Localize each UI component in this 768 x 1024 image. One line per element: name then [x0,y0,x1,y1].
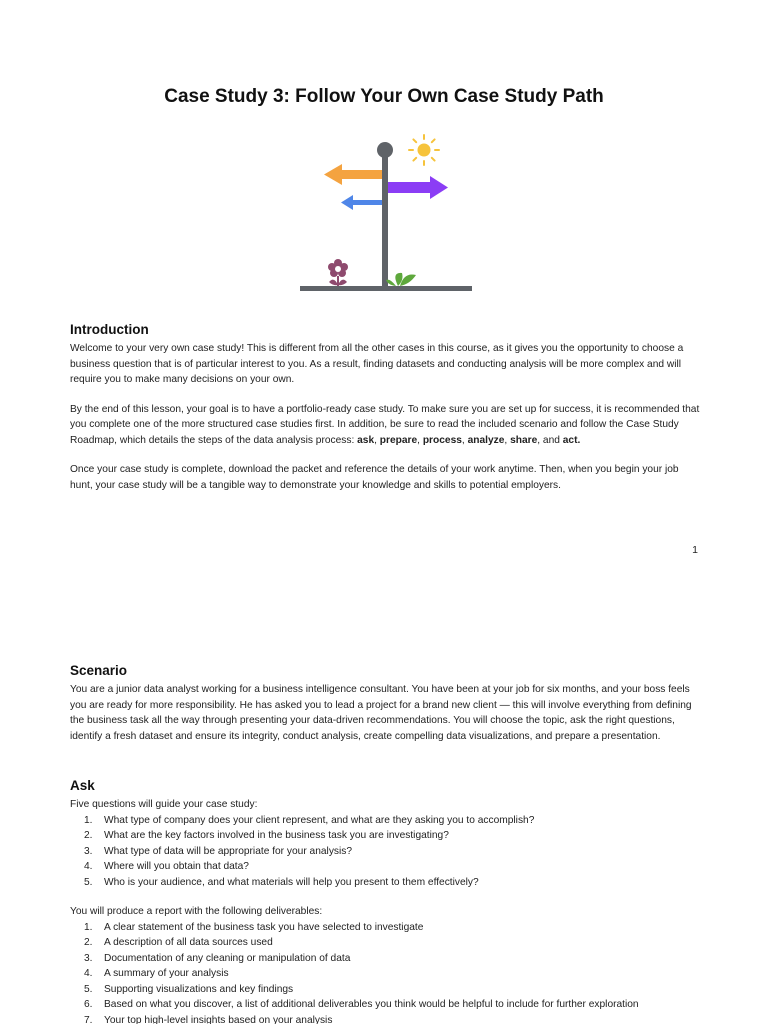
deliverables-intro: You will produce a report with the following deliverables: [70,906,323,917]
deliverables-list [70,920,700,1024]
introduction-section [70,322,700,493]
list-item [70,813,700,829]
questions-list [70,813,700,891]
list-item-text: What type of data will be appropriate for your analysis? [104,845,353,857]
list-item [70,920,700,936]
list-item-text: What type of company does your client represent, and what are they asking you to accomplish? [104,814,535,826]
list-item-text: A clear statement of the business task you have selected to investigate [104,921,424,933]
step-act: act. [562,434,581,446]
ask-section [70,778,700,1024]
scenario-section [70,663,700,744]
step-share: share [510,434,538,446]
list-item-number: 1. [84,814,93,826]
step-prepare: prepare [379,434,418,446]
list-item [70,951,700,967]
list-item-text: Supporting visualizations and key findings [104,983,294,995]
list-item [70,859,700,875]
list-item-number: 2. [84,937,93,948]
step-ask: ask [357,434,375,446]
list-item-number: 5. [84,876,93,888]
scenario-heading: Scenario [70,663,128,678]
list-item [70,982,700,998]
step-analyze: analyze [467,434,505,446]
signpost-illustration [296,132,476,300]
flower-icon [328,259,348,286]
list-item [70,997,700,1013]
list-item-text: A description of all data sources used [104,937,273,948]
list-item-text: Documentation of any cleaning or manipulation of data [104,952,351,964]
list-item-number: 1. [84,921,93,933]
sun-icon [409,135,439,165]
scenario-paragraph: You are a junior data analyst working for a business intelligence consultant. You have been at your job for six months, and your boss feels you are ready for more responsibility. He has asked you to lead a project for a brand new client — this will involve everything from defining the business task all the way through presenting your data-driven recommendations. You will choose the topic, ask the right questions, identify a fresh dataset and ensure its integrity, conduct analysis, create compelling data visualizations, and prepare a presentation. [70,684,692,742]
list-item-number: 4. [84,861,93,872]
page-title: Case Study 3: Follow Your Own Case Study Path [164,86,604,107]
step-process: process [422,434,462,446]
list-item-text: A summary of your analysis [104,968,229,979]
list-item [70,875,700,891]
list-item-number: 2. [84,830,93,841]
introduction-paragraph-2: By the end of this lesson, your goal is to have a portfolio-ready case study. To make sure you are set up for success, it is recommended that you complete one of the more structured case studies first. In addition, be sure to read the included scenario and follow the Case Study Roadmap, which details the steps of the data analysis process: ask, prepare, process, analyze, share, and act. [70,403,700,446]
list-item [70,844,700,860]
introduction-heading: Introduction [70,322,149,337]
sprout-icon [386,273,416,286]
list-item-number: 3. [84,952,93,964]
list-item [70,966,700,982]
list-item [70,828,700,844]
list-item-text: Your top high-level insights based on your analysis [104,1014,333,1024]
page-number: 1 [692,544,698,556]
list-item-number: 4. [84,968,93,979]
list-item-number: 7. [84,1014,93,1024]
list-item-number: 6. [84,999,93,1010]
list-item-text: Who is your audience, and what materials will help you present to them effectively? [104,876,479,888]
list-item-number: 5. [84,983,93,995]
list-item-number: 3. [84,845,93,857]
ask-intro: Five questions will guide your case study: [70,799,258,810]
list-item [70,1013,700,1024]
list-item-text: Where will you obtain that data? [104,861,249,872]
list-item [70,935,700,951]
ask-heading: Ask [70,778,95,793]
list-item-text: Based on what you discover, a list of additional deliverables you think would be helpful to include for further exploration [104,999,639,1010]
introduction-paragraph-3: Once your case study is complete, download the packet and reference the details of your work anytime. Then, when you begin your job hunt, your case study will be a tangible way to demonstrate your knowledge and skills to potential employers. [70,464,679,491]
introduction-paragraph-1: Welcome to your very own case study! This is different from all the other cases in this course, as it gives you the opportunity to choose a business question that is of particular interest to you. As a result, finding datasets and conducting analysis will be more complex and will require you to make many decisions on your own. [70,343,684,385]
list-item-text: What are the key factors involved in the business task you are investigating? [104,830,449,841]
